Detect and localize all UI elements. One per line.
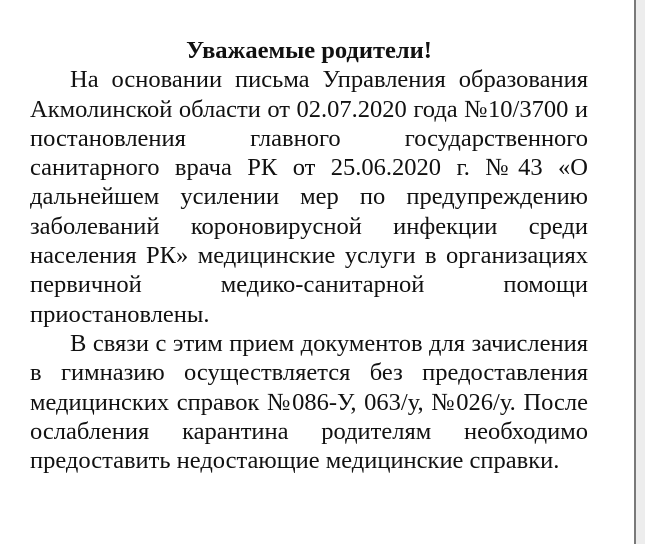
page-edge-shade [636,0,645,544]
document-title: Уважаемые родители! [186,37,432,64]
document-body [30,36,588,475]
paragraph-basis: На основании письма Управления образования Акмолинской области от 02.07.2020 года №10/3700 и постановления главного государственного санитарного врача РК от 25.06.2020 г. №43 «О дальнейшем усилении мер по предупреждению заболеваний короновирусной инфекции среди населения РК» медицинские услуги в организациях первичной медико-санитарной помощи приостановлены. [30,66,588,328]
paragraph-admission: В связи с этим прием документов для зачисления в гимназию осуществляется без предоставления медицинских справок №086-У, 063/у, №026/у. После ослабления карантина родителям необходимо предоставить недостающие медицинские справки. [30,329,588,475]
